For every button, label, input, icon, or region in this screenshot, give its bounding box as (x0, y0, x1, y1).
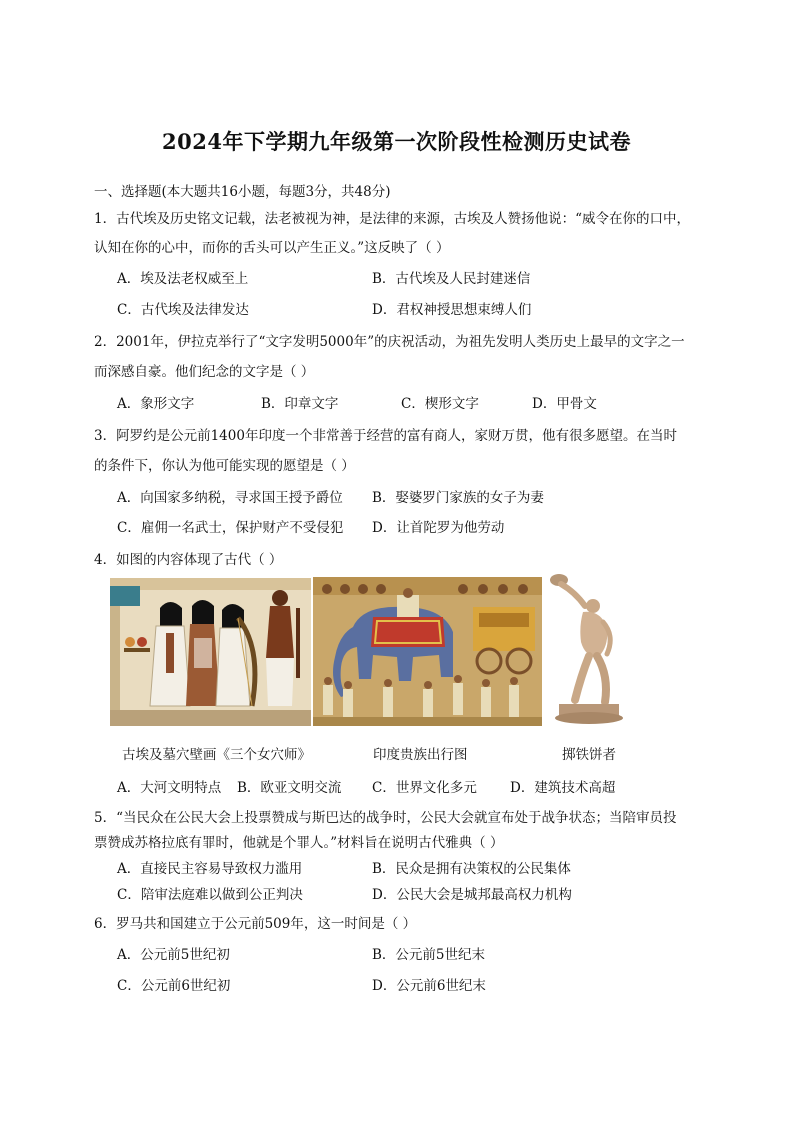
q1-stem-line2: 认知在你的心中，而你的舌头可以产生正义。”这反映了（ ） (94, 240, 450, 256)
q4-option-d: D．建筑技术高超 (510, 780, 616, 796)
q3-stem-line1: 3．阿罗约是公元前1400年印度一个非常善于经营的富有商人，家财万贯，他有很多愿望。在当时 (94, 428, 677, 444)
q5-option-a: A．直接民主容易导致权力滥用 (117, 861, 303, 877)
q6-option-c: C．公元前6世纪初 (117, 978, 231, 994)
q4-option-a: A．大河文明特点 (117, 780, 222, 796)
section-heading: 一、选择题(本大题共16小题，每题3分，共48分) (94, 184, 391, 200)
q3-option-a: A．向国家多纳税，寻求国王授予爵位 (117, 490, 343, 506)
q6-option-a: A．公元前5世纪初 (117, 947, 230, 963)
q2-stem-line1: 2．2001年，伊拉克举行了“文字发明5000年”的庆祝活动，为祖先发明人类历史上最早的文字之一 (94, 334, 685, 350)
q1-stem-line1: 1．古代埃及历史铭文记载，法老被视为神，是法律的来源，古埃及人赞扬他说：“威令在你的口中， (94, 211, 690, 227)
q1-option-c: C．古代埃及法律发达 (117, 302, 249, 318)
q3-option-b: B．娶婆罗门家族的女子为妻 (372, 490, 544, 506)
q1-option-d: D．君权神授思想束缚人们 (372, 302, 532, 318)
q3-option-d: D．让首陀罗为他劳动 (372, 520, 505, 536)
q5-option-c: C．陪审法庭难以做到公正判决 (117, 887, 303, 903)
q1-option-b: B．古代埃及人民封建迷信 (372, 271, 531, 287)
q1-option-a: A．埃及法老权威至上 (117, 271, 249, 287)
q6-option-b: B．公元前5世纪末 (372, 947, 486, 963)
q6-option-d: D．公元前6世纪末 (372, 978, 486, 994)
q5-stem-line2: 票赞成苏格拉底有罪时，他就是个罪人。”材料旨在说明古代雅典（ ） (94, 835, 504, 851)
q5-stem-line1: 5．“当民众在公民大会上投票赞成与斯巴达的战争时，公民大会就宣布处于战争状态；当陪审员投 (94, 810, 677, 826)
discobolus-statue-image (545, 572, 629, 732)
caption-indian-procession: 印度贵族出行图 (373, 747, 468, 763)
q5-option-d: D．公民大会是城邦最高权力机构 (372, 887, 572, 903)
q4-option-b: B．欧亚文明交流 (237, 780, 342, 796)
q2-option-b: B．印章文字 (261, 396, 339, 412)
egyptian-mural-image (110, 578, 311, 726)
q4-option-c: C．世界文化多元 (372, 780, 477, 796)
q6-stem: 6．罗马共和国建立于公元前509年，这一时间是（ ） (94, 916, 417, 932)
q2-option-d: D．甲骨文 (532, 396, 597, 412)
exam-title: 2024年下学期九年级第一次阶段性检测历史试卷 (162, 129, 631, 154)
q2-option-a: A．象形文字 (117, 396, 195, 412)
caption-egyptian-mural: 古埃及墓穴壁画《三个女穴师》 (122, 747, 311, 763)
q3-stem-line2: 的条件下，你认为他可能实现的愿望是（ ） (94, 458, 355, 474)
q4-stem: 4．如图的内容体现了古代（ ） (94, 552, 283, 568)
q3-option-c: C．雇佣一名武士，保护财产不受侵犯 (117, 520, 344, 536)
q2-option-c: C．楔形文字 (401, 396, 479, 412)
q2-stem-line2: 而深感自豪。他们纪念的文字是（ ） (94, 364, 315, 380)
q5-option-b: B．民众是拥有决策权的公民集体 (372, 861, 571, 877)
caption-discobolus: 掷铁饼者 (562, 747, 616, 763)
indian-procession-image (313, 577, 542, 726)
